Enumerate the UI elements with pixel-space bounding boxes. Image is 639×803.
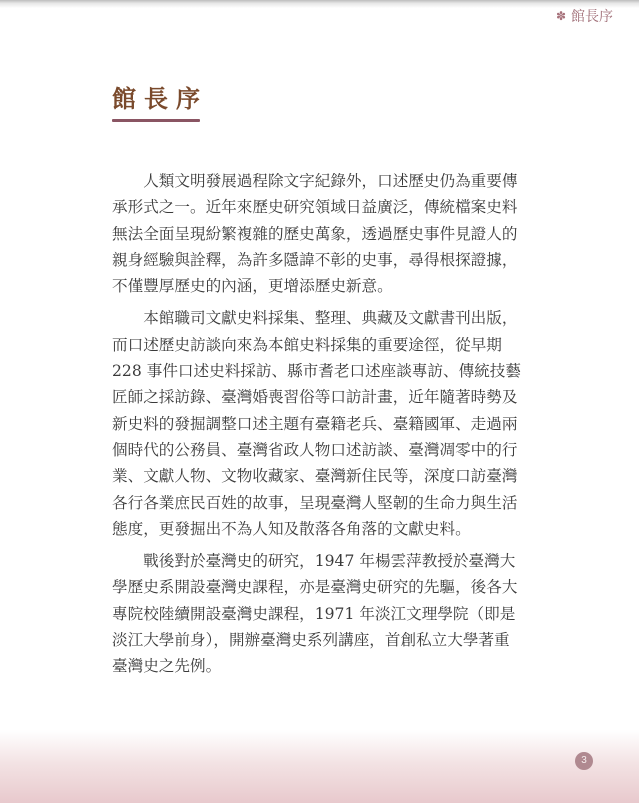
flower-icon: ✽ (555, 9, 566, 23)
text-line: 匠師之採訪錄、臺灣婚喪習俗等口訪計畫，近年隨著時勢及 (112, 388, 518, 407)
text-line: 無法全面呈現紛繁複雜的歷史萬象，透過歷史事件見證人的 (112, 224, 518, 243)
page-title: 館長序 (112, 84, 208, 113)
text-line: 親身經驗與詮釋，為許多隱諱不彰的史事，尋得根探證據， (112, 250, 518, 269)
title-underline (112, 119, 200, 122)
text-line: 新史料的發掘調整口述主題有臺籍老兵、臺籍國軍、走過兩 (112, 414, 518, 433)
page-number-badge: 3 (575, 752, 593, 770)
text-line: 淡江大學前身），開辦臺灣史系列講座，首創私立大學著重 (112, 631, 510, 650)
text-line: 本館職司文獻史料採集、整理、典藏及文獻書刊出版， (143, 309, 518, 328)
running-header-title: 館長序 (571, 9, 613, 25)
text-line: 學歷史系開設臺灣史課程，亦是臺灣史研究的先驅，後各大 (112, 578, 518, 597)
text-line: 而口述歷史訪談向來為本館史料採集的重要途徑，從早期 (112, 335, 502, 354)
paragraph-1 (112, 168, 530, 299)
paragraph-3 (112, 548, 530, 679)
text-line: 專院校陸續開設臺灣史課程，1971 年淡江文理學院（即是 (112, 604, 516, 623)
text-line: 態度，更發掘出不為人知及散落各角落的文獻史料。 (112, 519, 471, 538)
title-block (112, 84, 208, 122)
running-header (556, 6, 613, 26)
text-line: 個時代的公務員、臺灣省政人物口述訪談、臺灣凋零中的行 (112, 440, 518, 459)
text-line: 人類文明發展過程除文字紀錄外，口述歷史仍為重要傳 (143, 172, 518, 190)
text-line: 臺灣史之先例。 (112, 657, 222, 676)
top-edge-shadow (0, 0, 639, 8)
text-line: 戰後對於臺灣史的研究，1947 年楊雲萍教授於臺灣大 (143, 552, 516, 571)
text-line: 業、文獻人物、文物收藏家、臺灣新住民等，深度口訪臺灣 (112, 467, 518, 486)
body-text (112, 168, 530, 680)
text-line: 承形式之一。近年來歷史研究領域日益廣泛，傳統檔案史料 (112, 198, 518, 217)
footer-gradient-band (0, 730, 639, 803)
text-line: 228 事件口述史料採訪、縣市耆老口述座談專訪、傳統技藝 (112, 362, 521, 381)
text-line: 不僅豐厚歷史的內涵，更增添歷史新意。 (112, 277, 393, 296)
paragraph-2 (112, 305, 530, 542)
text-line: 各行各業庶民百姓的故事，呈現臺灣人堅韌的生命力與生活 (112, 493, 518, 512)
